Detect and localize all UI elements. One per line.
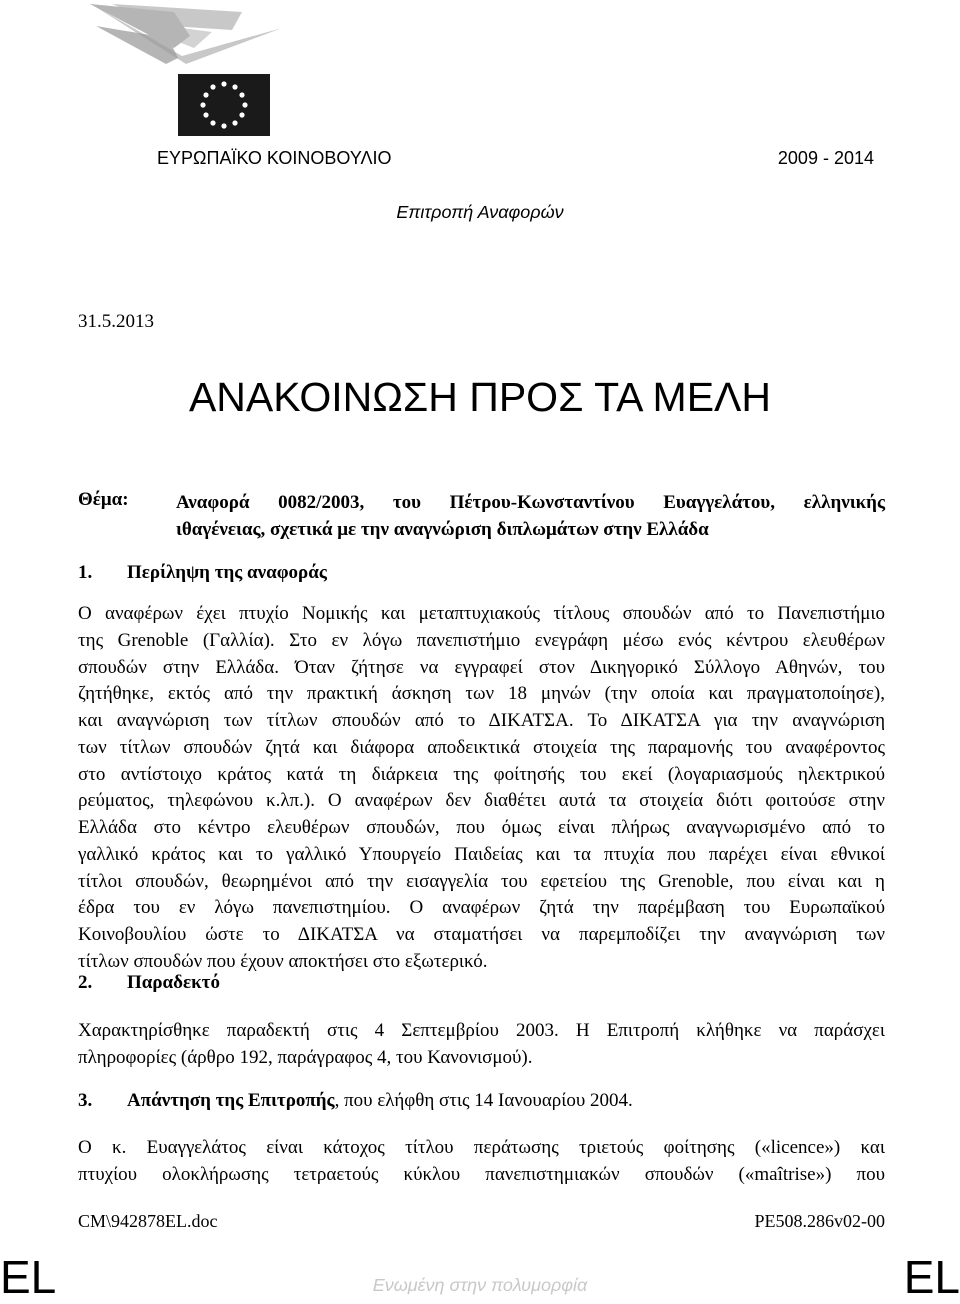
paragraph-line: Ο αναφέρων έχει πτυχίο Νομικής και μεταπτυχιακούς τίτλους σπουδών από το Πανεπιστήμιο: [78, 603, 885, 624]
paragraph-line: στο αντίστοιχο κράτος κατά τη διάρκεια της φοίτησής του εκεί (λογαριασμούς ηλεκτρικού: [78, 763, 885, 785]
paragraph-line: γαλλικό κράτος και το γαλλικό Υπουργείο Παιδείας και τα πτυχία που παρέχει είναι εθνικοί: [78, 843, 885, 865]
document-date: 31.5.2013: [78, 311, 154, 332]
section-title: Περίληψη της αναφοράς: [127, 562, 327, 583]
paragraph-line: ρεύματος, τηλεφώνου κ.λπ.). Ο αναφέρων δεν διαθέτει αυτά τα στοιχεία διότι φοιτούσε στην: [78, 790, 885, 812]
language-code-right: EL: [903, 1251, 960, 1303]
paragraph-line: τίτλων σπουδών που έχουν αποκτήσει στο εξωτερικό.: [78, 950, 488, 972]
subject-label: Θέμα:: [78, 489, 129, 510]
language-code-left: EL: [0, 1251, 57, 1303]
paragraph-line: Χαρακτηρίσθηκε παραδεκτή στις 4 Σεπτεμβρίου 2003. Η Επιτροπή κλήθηκε να παράσχει: [78, 1020, 885, 1041]
page-title: ΑΝΑΚΟΙΝΩΣΗ ΠΡΟΣ ΤΑ ΜΕΛΗ: [188, 374, 772, 420]
section-title: Απάντηση της Επιτροπής: [127, 1090, 335, 1111]
section-1-paragraph: [78, 601, 885, 976]
document-reference: CM\942878EL.doc: [78, 1211, 218, 1231]
paragraph-line: Ο κ. Ευαγγελάτος είναι κάτοχος τίτλου περάτωσης τριετούς φοίτησης («licence») και: [78, 1137, 885, 1158]
eu-motto: Ενωμένη στην πολυμορφία: [372, 1275, 588, 1295]
section-heading-3: [78, 1090, 633, 1112]
section-number: 3.: [78, 1090, 93, 1111]
paragraph-line: της Grenoble (Γαλλία). Στο εν λόγω πανεπιστήμιο ενεγράφη μέσω ενός κέντρου ελευθέρων: [78, 629, 885, 651]
section-3-paragraph: [78, 1135, 885, 1189]
paragraph-line: ζητήθηκε, εκτός από την πρακτική άσκηση των 18 μηνών (την οποία και πραγματοποίησε),: [78, 683, 885, 705]
paragraph-line: πληροφορίες (άρθρο 192, παράγραφος 4, του Κανονισμού).: [78, 1046, 533, 1068]
header: [157, 148, 874, 174]
section-title: Παραδεκτό: [127, 972, 220, 993]
paragraph-line: Κοινοβουλίου ώστε το ΔΙΚΑΤΣΑ να σταματήσει να παρεμποδίζει την αναγνώριση των: [78, 924, 885, 945]
organization-name: ΕΥΡΩΠΑΪΚΟ ΚΟΙΝΟΒΟΥΛΙΟ: [157, 148, 392, 168]
paragraph-line: πτυχίου ολοκλήρωσης τετραετούς κύκλου πανεπιστημιακών σπουδών («maîtrise») που: [78, 1163, 885, 1185]
paragraph-line: Ελλάδα στο κέντρο ελευθέρων σπουδών, που όμως είναι πλήρως αναγνωρισμένο από το: [78, 817, 885, 838]
subject-line: Αναφορά 0082/2003, του Πέτρου-Κωνσταντίνου Ευαγγελάτου, ελληνικής: [176, 492, 885, 513]
section-number: 1.: [78, 562, 93, 583]
paragraph-line: σπουδών στην Ελλάδα. Όταν ζήτησε να εγγραφεί στον Δικηγορικό Σύλλογο Αθηνών, του: [78, 656, 885, 678]
section-heading-1: [78, 562, 327, 584]
paragraph-line: τίτλοι σπουδών, θεωρημένοι από την εισαγγελία του εφετείου της Grenoble, που είναι και η: [78, 870, 885, 892]
section-number: 2.: [78, 972, 93, 993]
section-heading-2: [78, 972, 220, 994]
subject-line: ιθαγένειας, σχετικά με την αναγνώριση διπλωμάτων στην Ελλάδα: [176, 519, 709, 540]
subject-text: [176, 489, 885, 543]
pe-reference: PE508.286v02-00: [754, 1211, 885, 1231]
paragraph-line: έδρα του εν λόγω πανεπιστημίου. Ο αναφέρων ζητά την παρέμβαση του Ευρωπαϊκού: [78, 897, 885, 919]
committee-name: Επιτροπή Αναφορών: [396, 202, 564, 222]
section-2-paragraph: [78, 1018, 885, 1072]
section-title-suffix: , που ελήφθη στις 14 Ιανουαρίου 2004.: [334, 1090, 633, 1111]
paragraph-line: και αναγνώριση των τίτλων σπουδών από το ΔΙΚΑΤΣΑ. Το ΔΙΚΑΤΣΑ για την αναγνώριση: [78, 710, 885, 731]
parliamentary-term: 2009 - 2014: [777, 148, 874, 168]
paragraph-line: των τίτλων σπουδών ζητά και διάφορα αποδεικτικά στοιχεία της παραμονής του αναφέροντος: [78, 736, 885, 758]
european-parliament-logo: [82, 2, 282, 150]
